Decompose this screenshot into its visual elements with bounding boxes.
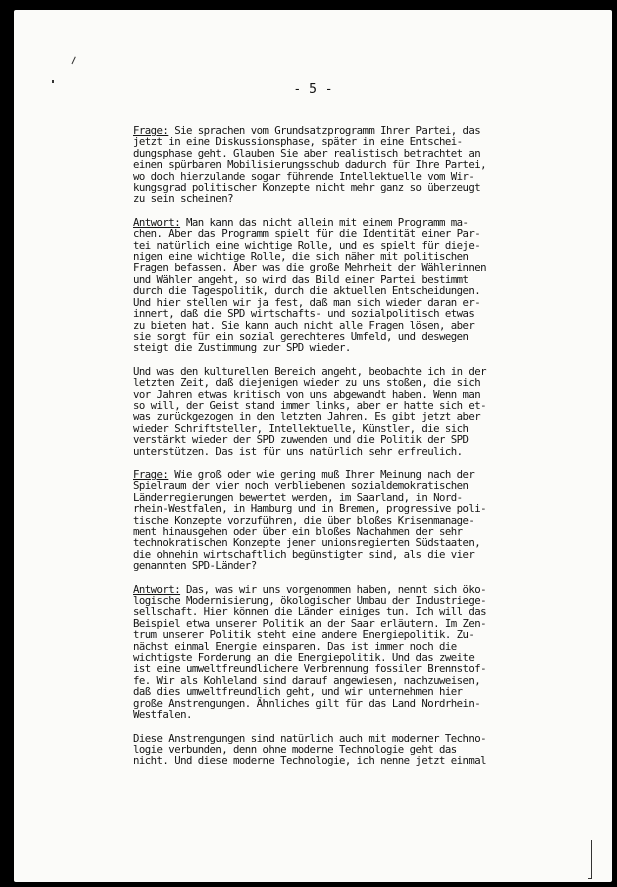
line-text: innert, daß die SPD wirtschafts- und sozialpolitisch etwas bbox=[133, 307, 475, 321]
line-text: nächst einmal Energie einsparen. Das ist immer noch die bbox=[133, 639, 457, 653]
paragraph bbox=[133, 733, 573, 767]
line-text: Und hier stellen wir ja fest, daß man sich wieder daran er- bbox=[133, 295, 481, 309]
line-text: wo doch hierzulande sogar führende Intellektuelle vom Wir- bbox=[133, 169, 475, 183]
line-text: die ohnehin wirtschaftlich begünstigter sind, als die vier bbox=[133, 547, 475, 561]
line-text: Westfalen. bbox=[133, 708, 192, 722]
document-page bbox=[14, 10, 612, 882]
text-line bbox=[133, 698, 573, 709]
page-number: - 5 - bbox=[293, 82, 333, 97]
text-line bbox=[133, 755, 573, 766]
text-line bbox=[133, 560, 573, 571]
line-text: Fragen befassen. Aber was die große Mehrheit der Wählerinnen bbox=[133, 261, 487, 275]
line-text: wieder Schriftsteller, Intellektuelle, Künstler, die sich bbox=[133, 421, 469, 435]
line-text: und Wähler angeht, so wird das Bild einer Partei bestimmt bbox=[133, 272, 469, 286]
line-text: große Anstrengungen. Ähnliches gilt für das Land Nordrhein- bbox=[133, 696, 481, 710]
line-text: Beispiel etwa unserer Politik an der Saar erläutern. Im Zen- bbox=[133, 616, 487, 630]
speaker-label: Antwort: bbox=[133, 582, 181, 596]
line-text: Wie groß oder wie gering muß Ihrer Meinung nach der bbox=[168, 467, 475, 481]
paragraph bbox=[133, 217, 573, 354]
line-text: nigen eine wichtige Rolle, die sich näher mit politischen bbox=[133, 250, 469, 264]
line-text: Diese Anstrengungen sind natürlich auch mit moderner Techno- bbox=[133, 731, 487, 745]
line-text: unterstützen. Das ist für uns natürlich sehr erfreulich. bbox=[133, 444, 463, 458]
line-text: zu bieten hat. Sie kann auch nicht alle Fragen lösen, aber bbox=[133, 318, 475, 332]
line-text: rhein-Westfalen, in Hamburg und in Bremen, progressive poli- bbox=[133, 502, 487, 516]
line-text: daß dies umweltfreundlich geht, und wir unternehmen hier bbox=[133, 685, 463, 699]
paragraph bbox=[133, 125, 573, 205]
pen-mark bbox=[71, 57, 78, 66]
paragraph bbox=[133, 469, 573, 572]
line-text: Man kann das nicht allein mit einem Programm ma- bbox=[180, 215, 469, 229]
line-text: nicht. Und diese moderne Technologie, ich nenne jetzt einmal bbox=[133, 754, 487, 768]
line-text: Spielraum der vier noch verbliebenen sozialdemokratischen bbox=[133, 479, 469, 493]
line-text: Und was den kulturellen Bereich angeht, beobachte ich in der bbox=[133, 364, 487, 378]
line-text: was zurückgezogen in den letzten Jahren. Es gibt jetzt aber bbox=[133, 410, 481, 424]
line-text: letzten Zeit, daß diejenigen wieder zu uns stoßen, die sich bbox=[133, 376, 481, 390]
text-line bbox=[133, 342, 573, 353]
line-text: wichtigste Forderung an die Energiepolitik. Und das zweite bbox=[133, 651, 475, 665]
paragraph bbox=[133, 366, 573, 457]
line-text: logie verbunden, denn ohne moderne Technologie geht das bbox=[133, 742, 457, 756]
line-text: ment hinausgehen oder über ein bloßes Nachahmen der sehr bbox=[133, 525, 463, 538]
line-text: chen. Aber das Programm spielt für die Identität einer Par- bbox=[133, 227, 481, 241]
line-text: fe. Wir als Kohleland sind darauf angewiesen, nachzuweisen, bbox=[133, 673, 481, 687]
speaker-label: Antwort: bbox=[133, 215, 181, 229]
line-text: technokratischen Konzepte jener unionsregierten Südstaaten, bbox=[133, 536, 481, 550]
speaker-label: Frage: bbox=[133, 124, 169, 137]
line-text: Sie sprachen vom Grundsatzprogramm Ihrer Partei, das bbox=[168, 124, 481, 137]
text-line bbox=[133, 709, 573, 720]
document-body bbox=[133, 125, 573, 779]
line-text: jetzt in eine Diskussionsphase, später in eine Entschei- bbox=[133, 135, 463, 149]
line-text: einen spürbaren Mobilisierungsschub dadurch für Ihre Partei, bbox=[133, 158, 487, 172]
line-text: vor Jahren etwas kritisch von uns abgewandt haben. Wenn man bbox=[133, 387, 481, 401]
line-text: genannten SPD-Länder? bbox=[133, 559, 257, 573]
line-text: steigt die Zustimmung zur SPD wieder. bbox=[133, 341, 351, 355]
line-text: dungsphase geht. Glauben Sie aber realistisch betrachtet an bbox=[133, 146, 481, 160]
line-text: durch die Tagespolitik, durch die aktuellen Entscheidungen. bbox=[133, 284, 481, 298]
speaker-label: Frage: bbox=[133, 467, 169, 481]
line-text: ist eine umweltfreundlichere Verbrennung fossiler Brennstof- bbox=[133, 662, 487, 676]
margin-bracket bbox=[588, 840, 592, 879]
line-text: so will, der Geist stand immer links, aber er hatte sich et- bbox=[133, 398, 487, 412]
text-line bbox=[133, 446, 573, 457]
line-text: sie sorgt für ein sozial gerechteres Umfeld, und deswegen bbox=[133, 329, 469, 343]
line-text: kungsgrad politischer Konzepte nicht mehr ganz so überzeugt bbox=[133, 181, 481, 195]
line-text: Länderregierungen bewertet werden, im Saarland, in Nord- bbox=[133, 490, 463, 504]
line-text: Das, was wir uns vorgenommen haben, nennt sich öko- bbox=[180, 582, 487, 596]
line-text: trum unserer Politik steht eine andere Energiepolitik. Zu- bbox=[133, 628, 475, 642]
line-text: verstärkt wieder der SPD zuwenden und die Politik der SPD bbox=[133, 433, 469, 447]
line-text: logische Modernisierung, ökologischer Umbau der Industriege- bbox=[133, 594, 487, 608]
paragraph bbox=[133, 584, 573, 721]
line-text: zu sein scheinen? bbox=[133, 192, 234, 206]
text-line bbox=[133, 193, 573, 204]
line-text: tische Konzepte vorzuführen, die über bloßes Krisenmanage- bbox=[133, 513, 475, 527]
line-text: sellschaft. Hier können die Länder einiges tun. Ich will das bbox=[133, 605, 487, 619]
line-text: tei natürlich eine wichtige Rolle, und es spielt für dieje- bbox=[133, 238, 481, 252]
